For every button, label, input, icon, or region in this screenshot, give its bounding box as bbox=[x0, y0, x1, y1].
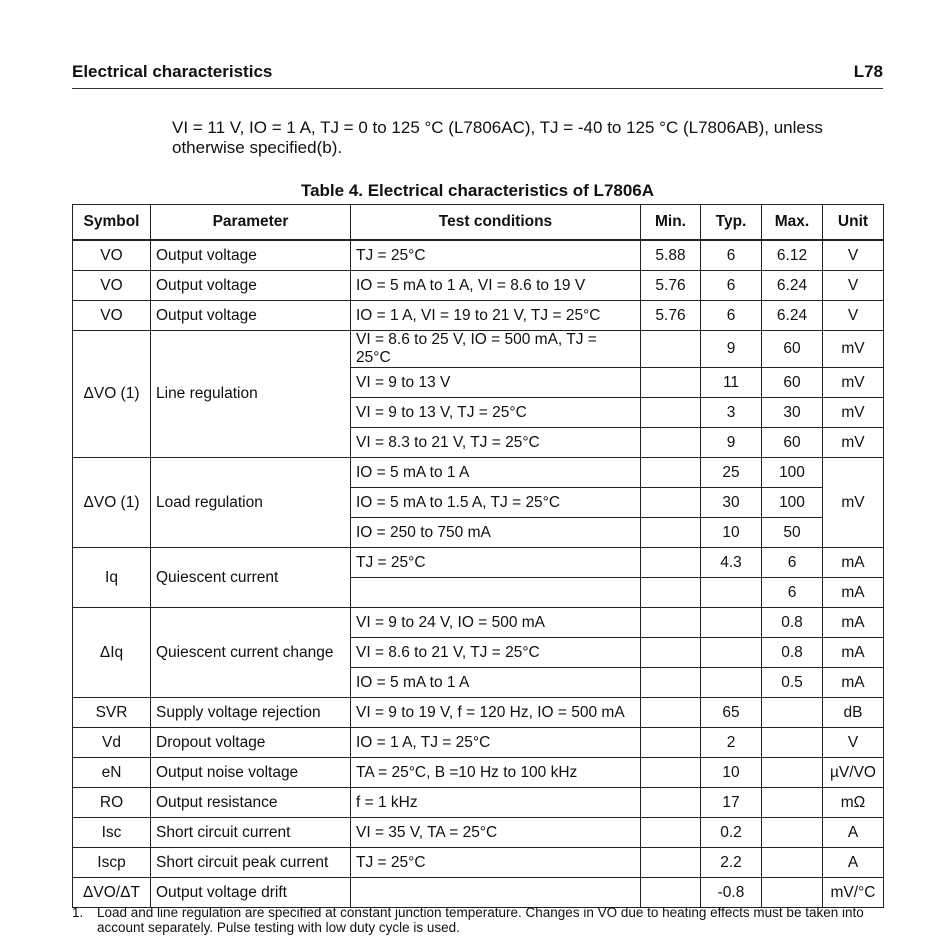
section-title: Electrical characteristics bbox=[72, 62, 273, 81]
table-row bbox=[73, 698, 884, 728]
max-cell bbox=[762, 818, 823, 848]
parameter-cell: Short circuit current bbox=[151, 818, 351, 848]
parameter-cell: Output voltage bbox=[151, 301, 351, 331]
typ-cell bbox=[701, 608, 762, 638]
max-cell bbox=[762, 848, 823, 878]
typ-cell: 6 bbox=[701, 271, 762, 301]
max-cell bbox=[762, 788, 823, 818]
typ-cell: 2.2 bbox=[701, 848, 762, 878]
parameter-cell: Output voltage bbox=[151, 271, 351, 301]
typ-cell bbox=[701, 578, 762, 608]
max-cell: 60 bbox=[762, 428, 823, 458]
conditions-cell: VI = 8.3 to 21 V, TJ = 25°C bbox=[351, 428, 641, 458]
conditions-cell: f = 1 kHz bbox=[351, 788, 641, 818]
symbol-cell: ΔVO (1) bbox=[73, 331, 151, 458]
typ-cell: 9 bbox=[701, 428, 762, 458]
typ-cell: 2 bbox=[701, 728, 762, 758]
part-number: L78 bbox=[853, 62, 883, 81]
unit-cell: V bbox=[823, 271, 884, 301]
typ-cell: -0.8 bbox=[701, 878, 762, 908]
symbol-cell: ΔVO (1) bbox=[73, 458, 151, 548]
unit-cell: mV/°C bbox=[823, 878, 884, 908]
symbol-cell: ΔIq bbox=[73, 608, 151, 698]
parameter-cell: Quiescent current bbox=[151, 548, 351, 608]
max-cell: 6.12 bbox=[762, 240, 823, 271]
symbol-cell: Isc bbox=[73, 818, 151, 848]
unit-cell: V bbox=[823, 301, 884, 331]
typ-cell: 4.3 bbox=[701, 548, 762, 578]
conditions-cell: TJ = 25°C bbox=[351, 240, 641, 271]
typ-cell: 11 bbox=[701, 368, 762, 398]
table-row bbox=[73, 301, 884, 331]
min-cell bbox=[641, 548, 701, 578]
table-row bbox=[73, 878, 884, 908]
max-cell: 0.8 bbox=[762, 638, 823, 668]
max-cell: 6.24 bbox=[762, 271, 823, 301]
unit-cell: µV/VO bbox=[823, 758, 884, 788]
electrical-characteristics-table bbox=[72, 204, 884, 908]
conditions-cell: VI = 9 to 24 V, IO = 500 mA bbox=[351, 608, 641, 638]
conditions-cell: TJ = 25°C bbox=[351, 848, 641, 878]
page-header bbox=[72, 62, 883, 89]
max-cell: 6.24 bbox=[762, 301, 823, 331]
typ-cell: 65 bbox=[701, 698, 762, 728]
min-cell bbox=[641, 638, 701, 668]
unit-cell: V bbox=[823, 728, 884, 758]
min-cell bbox=[641, 848, 701, 878]
max-cell: 60 bbox=[762, 331, 823, 368]
min-cell: 5.76 bbox=[641, 301, 701, 331]
typ-cell bbox=[701, 668, 762, 698]
unit-cell: mV bbox=[823, 331, 884, 368]
max-cell bbox=[762, 728, 823, 758]
max-cell: 0.5 bbox=[762, 668, 823, 698]
parameter-cell: Quiescent current change bbox=[151, 608, 351, 698]
conditions-cell: VI = 8.6 to 25 V, IO = 500 mA, TJ = 25°C bbox=[351, 331, 641, 368]
unit-cell: mA bbox=[823, 578, 884, 608]
table-row bbox=[73, 728, 884, 758]
conditions-cell: IO = 250 to 750 mA bbox=[351, 518, 641, 548]
typ-cell: 3 bbox=[701, 398, 762, 428]
min-cell bbox=[641, 578, 701, 608]
unit-cell: mV bbox=[823, 368, 884, 398]
unit-cell: V bbox=[823, 240, 884, 271]
unit-cell: mA bbox=[823, 638, 884, 668]
max-cell: 6 bbox=[762, 548, 823, 578]
symbol-cell: VO bbox=[73, 301, 151, 331]
parameter-cell: Short circuit peak current bbox=[151, 848, 351, 878]
min-cell: 5.76 bbox=[641, 271, 701, 301]
symbol-cell: VO bbox=[73, 271, 151, 301]
min-cell bbox=[641, 518, 701, 548]
conditions-cell: TJ = 25°C bbox=[351, 548, 641, 578]
column-header: Unit bbox=[823, 205, 884, 241]
symbol-cell: SVR bbox=[73, 698, 151, 728]
parameter-cell: Load regulation bbox=[151, 458, 351, 548]
conditions-cell: VI = 9 to 19 V, f = 120 Hz, IO = 500 mA bbox=[351, 698, 641, 728]
parameter-cell: Output voltage drift bbox=[151, 878, 351, 908]
min-cell bbox=[641, 331, 701, 368]
symbol-cell: Iscp bbox=[73, 848, 151, 878]
max-cell: 100 bbox=[762, 488, 823, 518]
typ-cell: 25 bbox=[701, 458, 762, 488]
min-cell bbox=[641, 698, 701, 728]
max-cell: 100 bbox=[762, 458, 823, 488]
unit-cell: mV bbox=[823, 458, 884, 548]
unit-cell: A bbox=[823, 818, 884, 848]
table-row bbox=[73, 848, 884, 878]
min-cell bbox=[641, 398, 701, 428]
conditions-cell: IO = 5 mA to 1.5 A, TJ = 25°C bbox=[351, 488, 641, 518]
typ-cell: 10 bbox=[701, 518, 762, 548]
symbol-cell: RO bbox=[73, 788, 151, 818]
column-header: Min. bbox=[641, 205, 701, 241]
max-cell: 6 bbox=[762, 578, 823, 608]
table-caption: Table 4. Electrical characteristics of L7806A bbox=[300, 181, 655, 200]
unit-cell: mA bbox=[823, 668, 884, 698]
max-cell: 50 bbox=[762, 518, 823, 548]
table-row bbox=[73, 240, 884, 271]
max-cell: 30 bbox=[762, 398, 823, 428]
typ-cell: 6 bbox=[701, 240, 762, 271]
parameter-cell: Output noise voltage bbox=[151, 758, 351, 788]
column-header: Parameter bbox=[151, 205, 351, 241]
table-row bbox=[73, 758, 884, 788]
min-cell bbox=[641, 458, 701, 488]
table-row bbox=[73, 608, 884, 638]
symbol-cell: ΔVO/ΔT bbox=[73, 878, 151, 908]
symbol-cell: Vd bbox=[73, 728, 151, 758]
conditions-cell: IO = 5 mA to 1 A, VI = 8.6 to 19 V bbox=[351, 271, 641, 301]
unit-cell: mA bbox=[823, 608, 884, 638]
table-row bbox=[73, 331, 884, 368]
typ-cell: 10 bbox=[701, 758, 762, 788]
min-cell bbox=[641, 368, 701, 398]
min-cell bbox=[641, 488, 701, 518]
typ-cell: 0.2 bbox=[701, 818, 762, 848]
max-cell bbox=[762, 878, 823, 908]
max-cell: 0.8 bbox=[762, 608, 823, 638]
max-cell bbox=[762, 758, 823, 788]
conditions-cell: VI = 9 to 13 V bbox=[351, 368, 641, 398]
table-row bbox=[73, 548, 884, 578]
conditions-cell: IO = 1 A, TJ = 25°C bbox=[351, 728, 641, 758]
parameter-cell: Line regulation bbox=[151, 331, 351, 458]
min-cell: 5.88 bbox=[641, 240, 701, 271]
column-header: Test conditions bbox=[351, 205, 641, 241]
parameter-cell: Output voltage bbox=[151, 240, 351, 271]
conditions-cell: IO = 5 mA to 1 A bbox=[351, 458, 641, 488]
table-header-row bbox=[73, 205, 884, 241]
table-row bbox=[73, 818, 884, 848]
conditions-cell: IO = 5 mA to 1 A bbox=[351, 668, 641, 698]
max-cell bbox=[762, 698, 823, 728]
unit-cell: dB bbox=[823, 698, 884, 728]
test-conditions-intro: VI = 11 V, IO = 1 A, TJ = 0 to 125 °C (L7806AC), TJ = -40 to 125 °C (L7806AB), unless otherwise specified(b). bbox=[172, 118, 823, 157]
conditions-cell: IO = 1 A, VI = 19 to 21 V, TJ = 25°C bbox=[351, 301, 641, 331]
min-cell bbox=[641, 608, 701, 638]
min-cell bbox=[641, 728, 701, 758]
column-header: Max. bbox=[762, 205, 823, 241]
parameter-cell: Supply voltage rejection bbox=[151, 698, 351, 728]
max-cell: 60 bbox=[762, 368, 823, 398]
conditions-cell: VI = 35 V, TA = 25°C bbox=[351, 818, 641, 848]
typ-cell: 30 bbox=[701, 488, 762, 518]
symbol-cell: VO bbox=[73, 240, 151, 271]
column-header: Typ. bbox=[701, 205, 762, 241]
symbol-cell: Iq bbox=[73, 548, 151, 608]
typ-cell: 17 bbox=[701, 788, 762, 818]
conditions-cell: VI = 9 to 13 V, TJ = 25°C bbox=[351, 398, 641, 428]
min-cell bbox=[641, 818, 701, 848]
column-header: Symbol bbox=[73, 205, 151, 241]
min-cell bbox=[641, 788, 701, 818]
min-cell bbox=[641, 668, 701, 698]
conditions-cell bbox=[351, 578, 641, 608]
table-row bbox=[73, 458, 884, 488]
conditions-cell: VI = 8.6 to 21 V, TJ = 25°C bbox=[351, 638, 641, 668]
conditions-cell: TA = 25°C, B =10 Hz to 100 kHz bbox=[351, 758, 641, 788]
unit-cell: mA bbox=[823, 548, 884, 578]
unit-cell: mΩ bbox=[823, 788, 884, 818]
min-cell bbox=[641, 878, 701, 908]
parameter-cell: Output resistance bbox=[151, 788, 351, 818]
typ-cell: 6 bbox=[701, 301, 762, 331]
table-row bbox=[73, 271, 884, 301]
table-row bbox=[73, 788, 884, 818]
footnote-number: 1. bbox=[72, 905, 84, 920]
parameter-cell: Dropout voltage bbox=[151, 728, 351, 758]
typ-cell bbox=[701, 638, 762, 668]
footnote-text: Load and line regulation are specified at constant junction temperature. Changes in VO due to heating effects must be taken into account separately. Pulse testing with low duty cycle is used. bbox=[97, 905, 864, 935]
unit-cell: mV bbox=[823, 428, 884, 458]
min-cell bbox=[641, 428, 701, 458]
unit-cell: mV bbox=[823, 398, 884, 428]
typ-cell: 9 bbox=[701, 331, 762, 368]
min-cell bbox=[641, 758, 701, 788]
symbol-cell: eN bbox=[73, 758, 151, 788]
conditions-cell bbox=[351, 878, 641, 908]
unit-cell: A bbox=[823, 848, 884, 878]
